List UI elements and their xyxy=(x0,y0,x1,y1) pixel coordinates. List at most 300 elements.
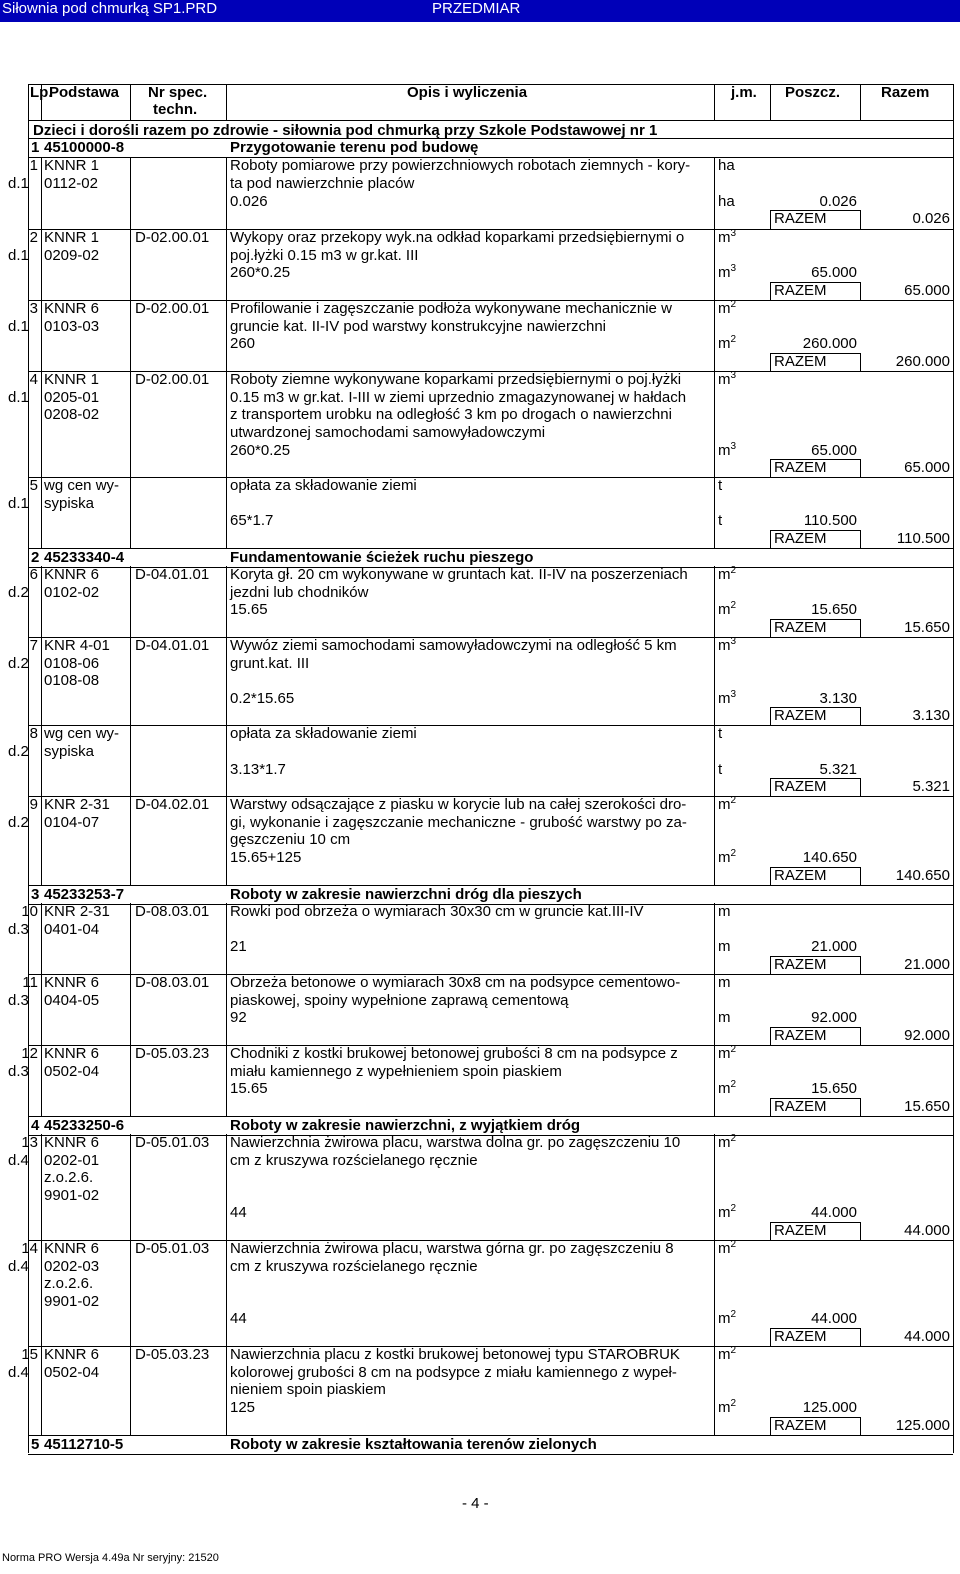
table-rule xyxy=(28,371,29,477)
item-department: d.2 xyxy=(8,655,29,672)
table-rule xyxy=(953,725,954,796)
item-description: grunt.kat. III xyxy=(230,654,310,672)
table-rule xyxy=(714,84,715,120)
item-podstawa: 0209-02 xyxy=(44,246,100,264)
table-rule xyxy=(953,885,954,903)
table-rule xyxy=(714,637,715,725)
item-unit: $m^2$ xyxy=(718,1133,737,1151)
item-podstawa: KNNR 6 xyxy=(44,300,100,317)
item-description: Wywóz ziemi samochodami samowyładowczymi na odległość 5 km xyxy=(230,637,677,654)
item-podstawa: 9901-02 xyxy=(44,1186,100,1204)
item-razem-value: 92.000 xyxy=(904,1027,950,1044)
item-description: utwardzonej samochodami samowyładowczymi xyxy=(230,423,546,441)
page-number: - 4 - xyxy=(462,1495,489,1512)
table-rule xyxy=(953,1116,954,1134)
item-razem-value: 3.130 xyxy=(912,707,950,724)
item-podstawa: 0502-04 xyxy=(44,1363,100,1381)
table-rule xyxy=(770,210,860,211)
item-podstawa: sypiska xyxy=(44,494,95,512)
item-unit: $m^2$ xyxy=(718,1239,737,1257)
item-description: Wykopy oraz przekopy wyk.na odkład koparkami przedsiębiernymi o xyxy=(230,229,685,246)
item-spec-code: D-04.01.01 xyxy=(135,637,210,654)
table-rule xyxy=(770,530,771,548)
item-unit: ha xyxy=(718,157,735,174)
table-rule xyxy=(130,84,131,120)
razem-label: RAZEM xyxy=(774,210,827,227)
table-rule xyxy=(41,974,42,1045)
item-razem-value: 140.650 xyxy=(895,867,950,884)
column-header-poszcz: Poszcz. xyxy=(785,84,841,101)
section-code: 45233253-7 xyxy=(44,886,125,903)
table-rule xyxy=(860,707,861,725)
unit-exponent: 2 xyxy=(730,334,737,345)
item-unit: $m^2$ xyxy=(718,299,737,317)
item-podstawa: 0401-04 xyxy=(44,920,100,938)
razem-label: RAZEM xyxy=(774,778,827,795)
item-podstawa: KNNR 6 xyxy=(44,1240,100,1257)
table-rule xyxy=(226,974,227,1045)
item-podstawa: 0108-06 xyxy=(44,654,100,672)
item-podstawa: KNNR 6 xyxy=(44,566,100,583)
table-rule xyxy=(130,1045,131,1116)
unit-exponent: 3 xyxy=(730,636,737,647)
table-rule xyxy=(860,210,861,229)
unit-exponent: 2 xyxy=(730,1044,737,1055)
item-podstawa: wg cen wy- xyxy=(44,725,120,742)
table-rule xyxy=(860,84,861,120)
table-rule xyxy=(770,1222,771,1240)
table-rule xyxy=(953,157,954,229)
item-poszcz-value: 44.000 xyxy=(811,1310,857,1327)
table-rule xyxy=(770,956,771,974)
item-poszcz-value: 140.650 xyxy=(802,849,857,866)
item-expression: 15.65 xyxy=(230,601,268,618)
table-rule xyxy=(28,1116,29,1134)
table-rule xyxy=(953,796,954,885)
item-podstawa: KNR 4-01 xyxy=(44,637,110,654)
table-rule xyxy=(226,566,227,637)
table-rule xyxy=(226,1346,227,1435)
table-rule xyxy=(130,477,131,548)
software-footer: Norma PRO Wersja 4.49a Nr seryjny: 21520 xyxy=(2,1552,219,1564)
item-quantity-unit: $m^2$ xyxy=(718,334,737,352)
table-rule xyxy=(953,548,954,566)
item-unit: m xyxy=(718,974,731,991)
table-rule xyxy=(41,566,42,637)
item-podstawa: 0108-08 xyxy=(44,672,100,690)
item-description: piaskowej, spoiny wypełnione zaprawą cementową xyxy=(230,991,569,1009)
item-spec-code: D-05.03.23 xyxy=(135,1045,210,1062)
table-rule xyxy=(28,566,29,637)
item-poszcz-value: 65.000 xyxy=(811,442,857,459)
table-rule xyxy=(770,1328,860,1329)
item-expression: 44 xyxy=(230,1310,247,1327)
section-title: Roboty w zakresie kształtowania terenów zielonych xyxy=(230,1436,597,1453)
unit-exponent: 2 xyxy=(730,299,737,310)
item-podstawa: 0104-07 xyxy=(44,813,100,831)
item-department: d.3 xyxy=(8,1063,29,1080)
item-expression: 92 xyxy=(230,1009,247,1026)
unit-exponent: 2 xyxy=(730,848,737,859)
table-rule xyxy=(28,120,29,157)
item-quantity-unit: $m^2$ xyxy=(718,1203,737,1221)
table-rule xyxy=(28,725,953,726)
column-header-lp: Lp. xyxy=(30,84,53,101)
table-rule xyxy=(130,566,131,637)
item-unit: $m^2$ xyxy=(718,565,737,583)
table-rule xyxy=(860,1417,861,1435)
section-title: Przygotowanie terenu pod budowę xyxy=(230,139,479,156)
item-unit: $m^3$ xyxy=(718,636,737,654)
table-rule xyxy=(28,885,29,903)
table-rule xyxy=(714,1346,715,1435)
item-poszcz-value: 44.000 xyxy=(811,1204,857,1221)
section-number: 3 xyxy=(31,886,40,903)
item-expression: 21 xyxy=(230,938,247,955)
table-rule xyxy=(41,725,42,796)
item-department: d.3 xyxy=(8,921,29,938)
table-rule xyxy=(770,778,771,796)
item-spec-code: D-02.00.01 xyxy=(135,300,210,317)
table-rule xyxy=(28,300,29,371)
table-rule xyxy=(953,566,954,637)
item-unit: m xyxy=(718,903,731,920)
table-rule xyxy=(130,637,131,725)
column-header-nr-spec: Nr spec. xyxy=(148,84,208,101)
table-rule xyxy=(953,371,954,477)
table-rule xyxy=(714,1240,715,1346)
item-spec-code: D-08.03.01 xyxy=(135,974,210,991)
item-lp: 9 xyxy=(29,796,38,813)
table-rule xyxy=(953,637,954,725)
item-poszcz-value: 65.000 xyxy=(811,264,857,281)
table-rule xyxy=(130,1346,131,1435)
table-rule xyxy=(714,1045,715,1116)
item-description: jezdni lub chodników xyxy=(230,583,369,601)
item-lp: 13 xyxy=(21,1134,38,1151)
item-unit: t xyxy=(718,725,723,742)
item-description: gi, wykonanie i zagęszczanie mechaniczne - grubość warstwy po za- xyxy=(230,813,687,831)
section-number: 2 xyxy=(31,549,40,566)
item-podstawa: 0102-02 xyxy=(44,583,100,601)
table-rule xyxy=(953,229,954,300)
item-quantity-unit: $m^3$ xyxy=(718,689,737,707)
table-rule xyxy=(714,974,715,1045)
item-poszcz-value: 5.321 xyxy=(819,761,857,778)
table-rule xyxy=(953,300,954,371)
file-name: Siłownia pod chmurką SP1.PRD xyxy=(2,0,218,17)
table-rule xyxy=(860,530,861,548)
item-description: gęszczeniu 10 cm xyxy=(230,831,351,849)
unit-exponent: 2 xyxy=(730,1309,737,1320)
razem-label: RAZEM xyxy=(774,1222,827,1239)
unit-exponent: 3 xyxy=(730,370,737,381)
table-rule xyxy=(770,1328,771,1346)
table-rule xyxy=(28,1134,29,1240)
table-rule xyxy=(860,282,861,300)
item-razem-value: 15.650 xyxy=(904,619,950,636)
item-poszcz-value: 3.130 xyxy=(819,690,857,707)
item-lp: 8 xyxy=(29,725,38,742)
table-rule xyxy=(41,796,42,885)
table-rule xyxy=(770,619,771,637)
item-description: z transportem urobku na odległość 3 km po drogach o nawierzchni xyxy=(230,406,672,424)
item-department: d.4 xyxy=(8,1364,29,1381)
razem-label: RAZEM xyxy=(774,282,827,299)
table-rule xyxy=(714,300,715,371)
table-rule xyxy=(860,956,861,974)
table-rule xyxy=(953,1346,954,1435)
table-rule xyxy=(130,1240,131,1346)
item-podstawa: z.o.2.6. xyxy=(44,1275,94,1293)
item-lp: 3 xyxy=(29,300,38,317)
table-rule xyxy=(770,459,860,460)
table-rule xyxy=(770,1098,860,1099)
table-rule xyxy=(226,725,227,796)
table-rule xyxy=(226,1240,227,1346)
item-razem-value: 65.000 xyxy=(904,282,950,299)
item-razem-value: 21.000 xyxy=(904,956,950,973)
item-description: nieniem spoin piaskiem xyxy=(230,1381,386,1399)
item-razem-value: 44.000 xyxy=(904,1328,950,1345)
item-poszcz-value: 15.650 xyxy=(811,1080,857,1097)
table-rule xyxy=(770,1417,771,1435)
item-spec-code: D-05.01.03 xyxy=(135,1240,210,1257)
project-title: Dzieci i dorośli razem po zdrowie - siłownia pod chmurką przy Szkole Podstawowej nr 1 xyxy=(33,122,658,139)
item-podstawa: KNNR 6 xyxy=(44,974,100,991)
item-department: d.4 xyxy=(8,1258,29,1275)
item-description: kolorowej grubości 8 cm na podsypce z miału kamiennego z wypeł- xyxy=(230,1363,677,1381)
unit-exponent: 2 xyxy=(730,600,737,611)
table-rule xyxy=(130,300,131,371)
section-title: Roboty w zakresie nawierzchni dróg dla pieszych xyxy=(230,886,582,903)
table-rule xyxy=(770,1222,860,1223)
table-rule xyxy=(226,1045,227,1116)
section-code: 45233340-4 xyxy=(44,549,125,566)
table-rule xyxy=(770,210,771,229)
razem-label: RAZEM xyxy=(774,956,827,973)
unit-exponent: 3 xyxy=(730,441,737,452)
item-podstawa: sypiska xyxy=(44,742,95,760)
item-lp: 5 xyxy=(29,477,38,494)
item-department: d.1 xyxy=(8,247,29,264)
table-rule xyxy=(953,1240,954,1346)
item-description: Profilowanie i zagęszczanie podłoża wykonywane mechanicznie w xyxy=(230,300,672,317)
unit-exponent: 2 xyxy=(730,1133,737,1144)
table-rule xyxy=(226,300,227,371)
item-podstawa: KNR 2-31 xyxy=(44,796,110,813)
item-expression: 260 xyxy=(230,335,256,352)
table-rule xyxy=(41,477,42,548)
document-type: PRZEDMIAR xyxy=(432,0,521,17)
table-rule xyxy=(41,1134,42,1240)
item-podstawa: wg cen wy- xyxy=(44,477,120,494)
item-department: d.1 xyxy=(8,175,29,192)
table-rule xyxy=(28,1045,29,1116)
section-code: 45233250-6 xyxy=(44,1117,125,1134)
table-rule xyxy=(226,637,227,725)
table-rule xyxy=(28,1240,29,1346)
table-rule xyxy=(770,778,860,779)
table-rule xyxy=(41,157,42,229)
item-unit: $m^3$ xyxy=(718,228,737,246)
table-rule xyxy=(41,300,42,371)
item-quantity-unit: $m^2$ xyxy=(718,848,737,866)
item-expression: 260*0.25 xyxy=(230,442,291,459)
item-expression: 65*1.7 xyxy=(230,512,274,529)
unit-exponent: 3 xyxy=(730,263,737,274)
item-description: Rowki pod obrzeża o wymiarach 30x30 cm w gruncie kat.III-IV xyxy=(230,903,644,920)
unit-exponent: 2 xyxy=(730,795,737,806)
table-rule xyxy=(130,903,131,974)
table-rule xyxy=(770,1027,860,1028)
item-quantity-unit: $m^2$ xyxy=(718,1079,737,1097)
table-rule xyxy=(28,637,29,725)
item-expression: 44 xyxy=(230,1204,247,1221)
item-podstawa: 0502-04 xyxy=(44,1062,100,1080)
table-rule xyxy=(953,84,954,120)
item-razem-value: 65.000 xyxy=(904,459,950,476)
table-rule xyxy=(41,903,42,974)
item-razem-value: 260.000 xyxy=(895,353,950,370)
section-number: 1 xyxy=(31,139,40,156)
table-rule xyxy=(770,1098,771,1116)
table-rule xyxy=(953,1134,954,1240)
table-rule xyxy=(28,157,29,229)
item-lp: 12 xyxy=(21,1045,38,1062)
table-rule xyxy=(770,867,860,868)
table-rule xyxy=(226,477,227,548)
item-lp: 15 xyxy=(21,1346,38,1363)
table-rule xyxy=(860,619,861,637)
item-poszcz-value: 110.500 xyxy=(803,512,857,529)
column-header-razem: Razem xyxy=(881,84,930,101)
column-header-jm: j.m. xyxy=(731,84,757,101)
table-rule xyxy=(130,725,131,796)
razem-label: RAZEM xyxy=(774,530,827,547)
item-description: Chodniki z kostki brukowej betonowej grubości 8 cm na podsypce z xyxy=(230,1045,678,1062)
item-spec-code: D-05.03.23 xyxy=(135,1346,210,1363)
table-rule xyxy=(770,1417,860,1418)
item-description: Nawierzchnia żwirowa placu, warstwa dolna gr. po zagęszczeniu 10 xyxy=(230,1134,681,1151)
section-title: Roboty w zakresie nawierzchni, z wyjątkiem dróg xyxy=(230,1117,581,1134)
unit-exponent: 3 xyxy=(730,228,737,239)
table-rule xyxy=(714,157,715,229)
item-spec-code: D-04.01.01 xyxy=(135,566,210,583)
item-razem-value: 0.026 xyxy=(912,210,950,227)
item-description: Warstwy odsączające z piasku w korycie lub na całej szerokości dro- xyxy=(230,796,687,813)
item-razem-value: 125.000 xyxy=(895,1417,950,1434)
item-description: Koryta gł. 20 cm wykonywane w gruntach kat. II-IV na poszerzeniach xyxy=(230,566,688,583)
table-rule xyxy=(130,157,131,229)
razem-label: RAZEM xyxy=(774,353,827,370)
unit-exponent: 2 xyxy=(730,1239,737,1250)
table-rule xyxy=(770,282,771,300)
item-description: poj.łyżki 0.15 m3 w gr.kat. III xyxy=(230,246,419,264)
item-quantity-unit: $m^2$ xyxy=(718,1309,737,1327)
table-rule xyxy=(953,1045,954,1116)
table-rule xyxy=(953,120,954,157)
table-rule xyxy=(860,867,861,885)
table-rule xyxy=(28,1346,29,1435)
item-description: ta pod nawierzchnie placów xyxy=(230,174,415,192)
unit-exponent: 2 xyxy=(730,1398,737,1409)
table-rule xyxy=(770,84,771,120)
table-rule xyxy=(28,138,953,139)
item-quantity-unit: $m^2$ xyxy=(718,1398,737,1416)
section-title: Fundamentowanie ścieżek ruchu pieszego xyxy=(230,549,534,566)
item-quantity-unit: $m^3$ xyxy=(718,263,737,281)
table-rule xyxy=(41,637,42,725)
item-quantity-unit: ha xyxy=(718,193,735,210)
table-rule xyxy=(770,459,771,477)
table-rule xyxy=(28,974,29,1045)
item-quantity-unit: $m^3$ xyxy=(718,441,737,459)
item-podstawa: 0404-05 xyxy=(44,991,100,1009)
item-department: d.1 xyxy=(8,318,29,335)
unit-exponent: 2 xyxy=(730,1345,737,1356)
item-podstawa: KNNR 1 xyxy=(44,371,100,388)
table-rule xyxy=(130,229,131,300)
item-podstawa: 0112-02 xyxy=(44,174,98,192)
item-description: Nawierzchnia żwirowa placu, warstwa górna gr. po zagęszczeniu 8 xyxy=(230,1240,674,1257)
section-code: 45112710-5 xyxy=(44,1436,124,1453)
item-description: cm z kruszywa rozścielanego ręcznie xyxy=(230,1257,478,1275)
table-rule xyxy=(28,725,29,796)
item-unit: $m^2$ xyxy=(718,1345,737,1363)
table-rule xyxy=(226,157,227,229)
item-expression: 260*0.25 xyxy=(230,264,291,281)
unit-exponent: 2 xyxy=(730,1079,737,1090)
item-description: miału kamiennego z wypełnieniem spoin piaskiem xyxy=(230,1062,562,1080)
table-rule xyxy=(860,778,861,796)
razem-label: RAZEM xyxy=(774,459,827,476)
table-rule xyxy=(714,371,715,477)
razem-label: RAZEM xyxy=(774,867,827,884)
razem-label: RAZEM xyxy=(774,619,827,636)
item-quantity-unit: m xyxy=(718,1009,731,1026)
table-rule xyxy=(41,1346,42,1435)
table-rule xyxy=(770,282,860,283)
table-rule xyxy=(41,371,42,477)
item-poszcz-value: 125.000 xyxy=(802,1399,857,1416)
item-unit: t xyxy=(718,477,723,494)
item-lp: 10 xyxy=(21,903,38,920)
item-poszcz-value: 15.650 xyxy=(811,601,857,618)
item-lp: 7 xyxy=(29,637,38,654)
item-department: d.2 xyxy=(8,743,29,760)
razem-label: RAZEM xyxy=(774,1098,827,1115)
item-department: d.4 xyxy=(8,1152,29,1169)
item-unit: $m^2$ xyxy=(718,1044,737,1062)
table-rule xyxy=(28,548,29,566)
item-podstawa: 0202-01 xyxy=(44,1151,100,1169)
item-description: opłata za składowanie ziemi xyxy=(230,725,417,742)
item-description: opłata za składowanie ziemi xyxy=(230,477,417,494)
table-rule xyxy=(226,84,227,120)
item-lp: 1 xyxy=(29,157,38,174)
item-lp: 2 xyxy=(29,229,38,246)
item-spec-code: D-05.01.03 xyxy=(135,1134,210,1151)
razem-label: RAZEM xyxy=(774,1417,827,1434)
table-rule xyxy=(860,1222,861,1240)
table-rule xyxy=(130,974,131,1045)
unit-exponent: 3 xyxy=(730,689,737,700)
item-podstawa: z.o.2.6. xyxy=(44,1169,94,1187)
item-lp: 6 xyxy=(29,566,38,583)
item-description: Roboty pomiarowe przy powierzchniowych robotach ziemnych - kory- xyxy=(230,157,691,174)
table-rule xyxy=(714,725,715,796)
